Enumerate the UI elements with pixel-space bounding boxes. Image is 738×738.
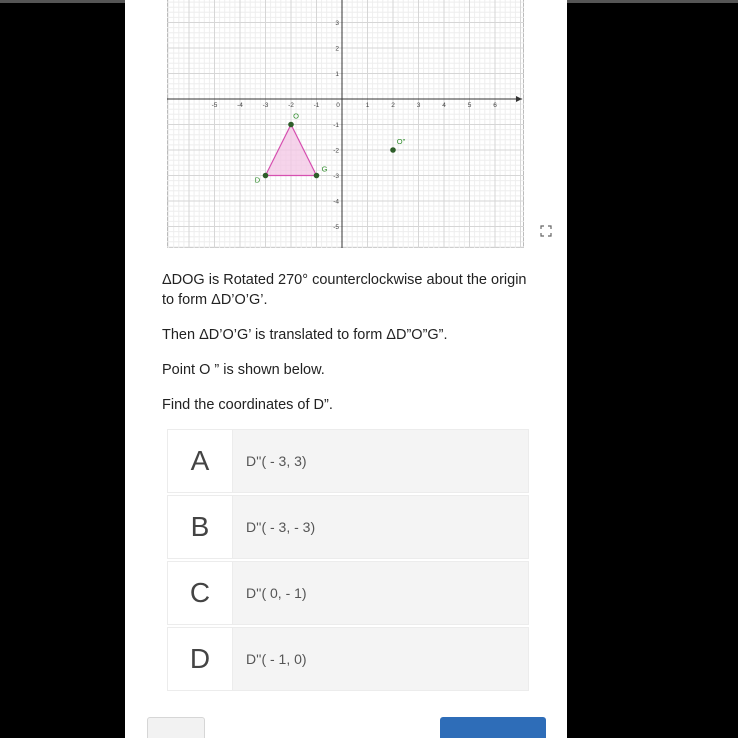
x-tick-label: -2 <box>288 102 294 109</box>
point-label-o: O <box>293 111 299 121</box>
question-line-3: Point O ” is shown below. <box>162 362 325 378</box>
y-tick-label: 3 <box>335 20 339 27</box>
y-tick-label: -5 <box>333 224 339 231</box>
choice-text: D''( - 1, 0) <box>246 651 307 667</box>
point-o2 <box>390 147 396 153</box>
point-g <box>314 173 320 179</box>
question-line-1: ΔDOG is Rotated 270° counterclockwise about the origin to form ΔD’O’G’. <box>162 272 527 308</box>
x-tick-label: -5 <box>211 102 218 109</box>
choice-c[interactable] <box>167 561 529 625</box>
x-tick-label: 6 <box>493 102 497 109</box>
y-tick-label: -3 <box>333 173 339 180</box>
back-button[interactable] <box>147 717 205 738</box>
y-tick-label: -1 <box>333 122 339 129</box>
answer-choices <box>167 429 529 693</box>
y-tick-label: -2 <box>333 147 339 155</box>
question-line-4: Find the coordinates of D”. <box>162 397 333 413</box>
choice-letter: D <box>168 628 233 690</box>
y-tick-label: 1 <box>335 71 339 78</box>
x-tick-label: -3 <box>262 102 269 109</box>
question-panel <box>125 0 567 738</box>
x-tick-label: 5 <box>467 102 472 109</box>
coordinate-graph <box>167 0 524 248</box>
next-button[interactable] <box>440 717 546 738</box>
fullscreen-icon[interactable] <box>539 224 553 238</box>
question-line-2: Then ΔD’O’G’ is translated to form ΔD”O”G”. <box>162 327 448 343</box>
point-d <box>263 173 269 179</box>
point-label-o2: O" <box>396 137 406 146</box>
x-tick-label: -1 <box>313 102 320 109</box>
choice-letter: C <box>168 562 233 624</box>
graph-canvas <box>167 0 524 248</box>
x-tick-label: 0 <box>336 102 340 109</box>
choice-a[interactable] <box>167 429 529 493</box>
choice-text: D''( - 3, 3) <box>246 453 307 469</box>
y-tick-label: 2 <box>335 45 339 53</box>
x-tick-label: -4 <box>237 102 243 109</box>
choice-b[interactable] <box>167 495 529 559</box>
choice-text: D''( 0, - 1) <box>246 585 307 601</box>
choice-letter: A <box>168 430 233 492</box>
question-text <box>162 270 532 430</box>
x-tick-label: 1 <box>365 102 370 109</box>
point-o <box>288 122 294 128</box>
x-tick-label: 3 <box>416 102 421 109</box>
choice-d[interactable] <box>167 627 529 691</box>
point-label-d: D <box>254 175 261 185</box>
y-tick-label: -4 <box>333 198 339 206</box>
x-tick-label: 4 <box>442 102 446 109</box>
choice-letter: B <box>168 496 233 558</box>
x-tick-label: 2 <box>391 102 395 109</box>
graph-frame <box>168 0 524 248</box>
choice-text: D''( - 3, - 3) <box>246 519 316 535</box>
point-label-g: G <box>321 164 328 174</box>
